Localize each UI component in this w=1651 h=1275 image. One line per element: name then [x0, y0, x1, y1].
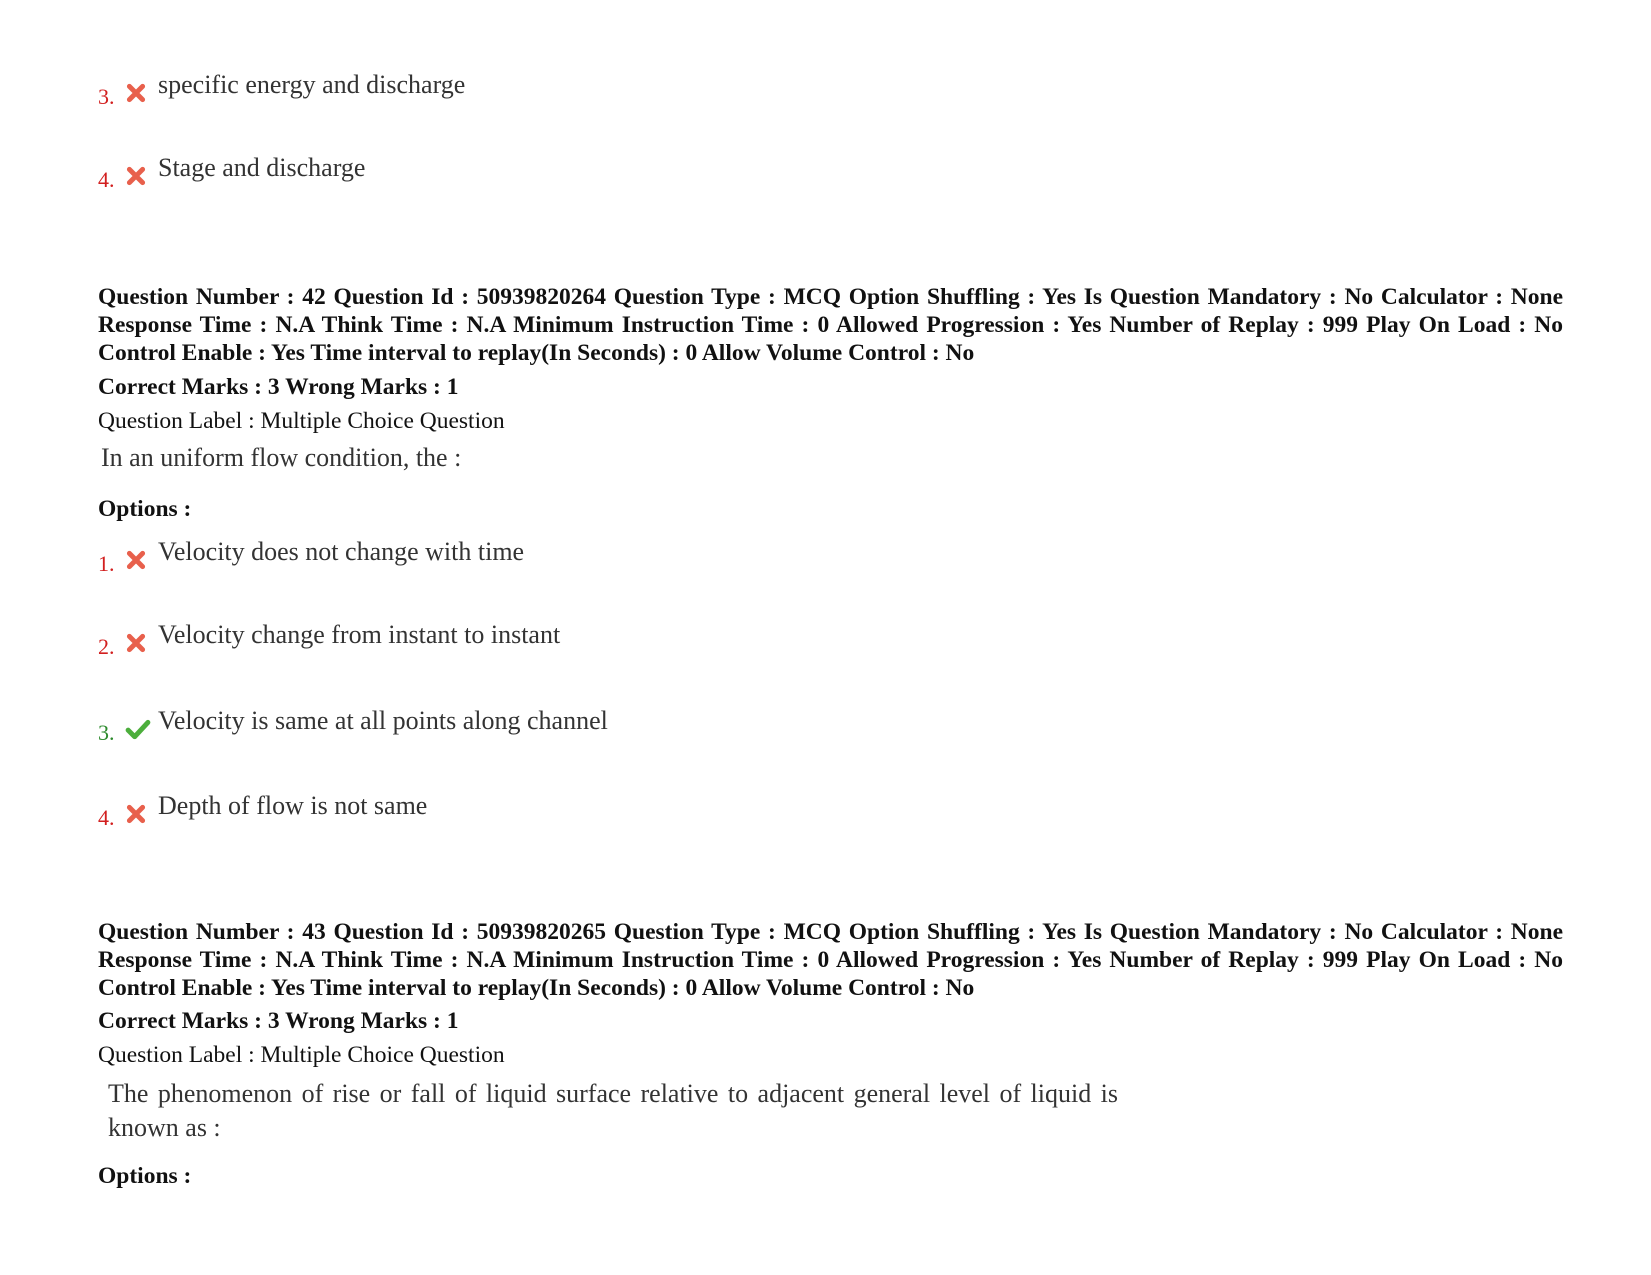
cross-icon	[125, 803, 147, 825]
option-number: 3.	[98, 84, 115, 109]
cross-icon	[125, 632, 147, 654]
option-text: Stage and discharge	[158, 153, 366, 182]
option-number: 2.	[98, 634, 115, 659]
question-marks: Correct Marks : 3 Wrong Marks : 1	[98, 374, 459, 400]
option-text: Velocity is same at all points along channel	[158, 706, 608, 735]
options-label: Options :	[98, 1163, 192, 1189]
option-number: 3.	[98, 720, 115, 745]
option-text: Velocity change from instant to instant	[158, 620, 561, 649]
option-text: specific energy and discharge	[158, 70, 466, 99]
option-number: 4.	[98, 167, 115, 192]
cross-icon	[125, 82, 147, 104]
cross-icon	[125, 549, 147, 571]
question-label: Question Label : Multiple Choice Question	[98, 1042, 505, 1068]
question-text: In an uniform flow condition, the :	[101, 443, 462, 472]
cross-icon	[125, 165, 147, 187]
option-number: 1.	[98, 551, 115, 576]
options-label: Options :	[98, 496, 192, 522]
question-text: The phenomenon of rise or fall of liquid surface relative to adjacent general level of liquid is known as :	[108, 1079, 1118, 1142]
check-icon	[125, 718, 151, 740]
question-header: Question Number : 42 Question Id : 50939820264 Question Type : MCQ Option Shuffling : Yes Is Question Mandatory : No Calculator : None Response Time : N.A Think Time : N.A Minimum Instruction Time : 0 Allowed Progression : Yes Number of Replay : 999 Play On Load : No Control Enable : Yes Time interval to replay(In Seconds) : 0 Allow Volume Control : No	[98, 284, 1563, 366]
question-label: Question Label : Multiple Choice Question	[98, 408, 505, 434]
question-marks: Correct Marks : 3 Wrong Marks : 1	[98, 1008, 459, 1034]
option-text: Depth of flow is not same	[158, 791, 428, 820]
question-header: Question Number : 43 Question Id : 50939820265 Question Type : MCQ Option Shuffling : Yes Is Question Mandatory : No Calculator : None Response Time : N.A Think Time : N.A Minimum Instruction Time : 0 Allowed Progression : Yes Number of Replay : 999 Play On Load : No Control Enable : Yes Time interval to replay(In Seconds) : 0 Allow Volume Control : No	[98, 919, 1563, 1001]
option-number: 4.	[98, 805, 115, 830]
option-text: Velocity does not change with time	[158, 537, 525, 566]
